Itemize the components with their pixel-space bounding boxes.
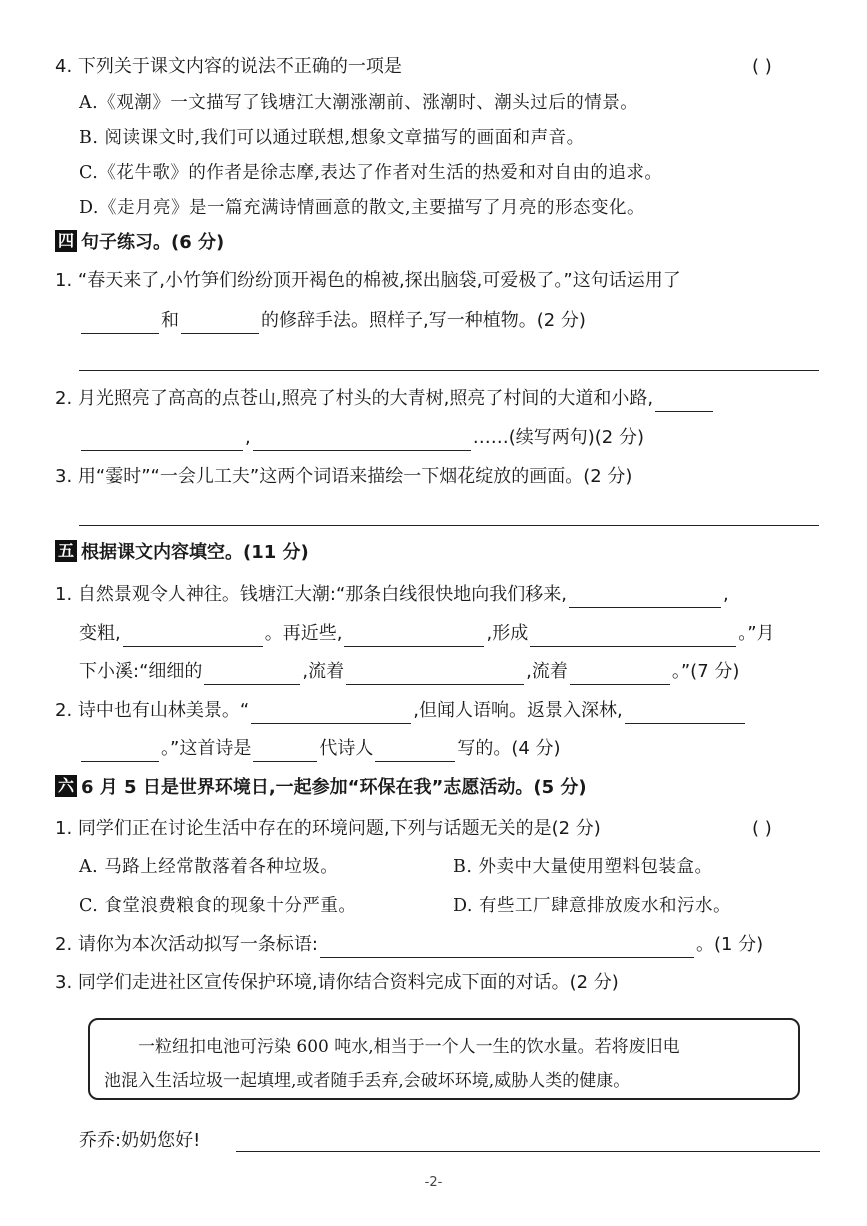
s6-q2-tail: 。(1 分) [695, 934, 764, 955]
s5-q1-blank-5[interactable] [204, 662, 300, 685]
s5-q2-text-b3: 写的。(4 分) [457, 738, 561, 759]
s4-q1-tail: 的修辞手法。照样子,写一种植物。(2 分) [261, 310, 586, 331]
s4-q2-blank-3[interactable] [253, 428, 471, 451]
s5-q2-line2 [79, 736, 561, 762]
s6-q1: 1. 同学们正在讨论生活中存在的环境问题,下列与话题无关的是(2 分) [55, 818, 601, 839]
section-4-title: 句子练习。(6 分) [81, 232, 225, 253]
s4-q2-blank-2[interactable] [81, 428, 243, 451]
s4-q1-and: 和 [161, 310, 179, 331]
material-text-line2: 池混入生活垃圾一起填埋,或者随手丢弃,会破坏环境,威胁人类的健康。 [104, 1071, 631, 1091]
section-6-heading [55, 775, 587, 801]
s5-q2-blank-1[interactable] [251, 701, 411, 724]
s5-q1-line2 [79, 621, 775, 647]
section-5-title: 根据课文内容填空。(11 分) [81, 542, 309, 563]
s4-q2-line2 [79, 425, 644, 451]
s5-q1-text-b3: ,形成 [486, 623, 529, 644]
s5-q2-text-a1: 2. 诗中也有山林美景。“ [55, 700, 250, 721]
q4-option-b: B. 阅读课文时,我们可以通过联想,想象文章描写的画面和声音。 [79, 128, 585, 148]
s5-q1-blank-1[interactable] [569, 585, 721, 608]
s5-q2-line1 [55, 698, 747, 724]
material-box [88, 1018, 800, 1100]
s4-q1-line2 [79, 308, 586, 334]
s5-q2-text-a2: ,但闻人语响。返景入深林, [413, 700, 623, 721]
s5-q1-text-c2: ,流着 [302, 661, 345, 682]
s5-q1-blank-4[interactable] [530, 624, 736, 647]
s4-q3-answer-line[interactable] [79, 525, 819, 526]
s6-q3: 3. 同学们走进社区宣传保护环境,请你结合资料完成下面的对话。(2 分) [55, 972, 619, 993]
s4-q2-blank-1[interactable] [655, 389, 713, 412]
s5-q1-text-c4: 。”(7 分) [671, 661, 740, 682]
dialog-answer-line[interactable] [236, 1151, 820, 1152]
section-6-title: 6 月 5 日是世界环境日,一起参加“环保在我”志愿活动。(5 分) [81, 777, 587, 798]
s5-q1-line1 [55, 582, 729, 608]
answer-paren-s6-q1[interactable]: ( ) [752, 818, 772, 839]
section-5-heading [55, 540, 309, 566]
s5-q1-blank-7[interactable] [570, 662, 670, 685]
section-4-number: 四 [55, 230, 77, 252]
s4-q1-blank-1[interactable] [81, 311, 159, 334]
s5-q2-text-b1: 。”这首诗是 [161, 738, 252, 759]
s4-q2-line1 [55, 386, 715, 412]
s4-q2-comma: , [245, 427, 251, 448]
s5-q1-text-b4: 。”月 [738, 623, 775, 644]
answer-paren-q4[interactable]: ( ) [752, 56, 772, 77]
material-text-line1: 一粒纽扣电池可污染 600 吨水,相当于一个人一生的饮水量。若将废旧电 [138, 1037, 680, 1057]
page-number: -2- [424, 1175, 443, 1190]
s4-q1-blank-2[interactable] [181, 311, 259, 334]
s5-q1-blank-2[interactable] [123, 624, 263, 647]
section-4-heading [55, 230, 224, 256]
s5-q1-blank-6[interactable] [346, 662, 524, 685]
s6-q1-option-b: B. 外卖中大量使用塑料包装盒。 [453, 857, 713, 877]
s5-q2-blank-5[interactable] [375, 739, 455, 762]
s5-q1-text-b1: 变粗, [79, 623, 121, 644]
s5-q2-blank-3[interactable] [81, 739, 159, 762]
q4-option-a: A.《观潮》一文描写了钱塘江大潮涨潮前、涨潮时、潮头过后的情景。 [79, 93, 639, 113]
s6-q1-option-c: C. 食堂浪费粮食的现象十分严重。 [79, 896, 357, 916]
s6-q1-option-d: D. 有些工厂肆意排放废水和污水。 [453, 896, 732, 916]
s5-q1-text-c3: ,流着 [526, 661, 568, 682]
s4-q1-answer-line[interactable] [79, 370, 819, 371]
s6-q1-option-a: A. 马路上经常散落着各种垃圾。 [79, 857, 339, 877]
s5-q2-blank-2[interactable] [625, 701, 745, 724]
s5-q1-blank-3[interactable] [344, 624, 484, 647]
question-4-stem: 4. 下列关于课文内容的说法不正确的一项是 [55, 56, 402, 77]
s5-q1-text-b2: 。再近些, [264, 623, 343, 644]
s5-q1-text-c1: 下小溪:“细细的 [79, 661, 203, 682]
s4-q3: 3. 用“霎时”“一会儿工夫”这两个词语来描绘一下烟花绽放的画面。(2 分) [55, 466, 633, 487]
s5-q2-text-b2: 代诗人 [319, 738, 374, 759]
section-5-number: 五 [55, 540, 77, 562]
s5-q1-text-a: 1. 自然景观令人神往。钱塘江大潮:“那条白线很快地向我们移来, [55, 584, 568, 605]
dialog-speaker-line: 乔乔:奶奶您好! [79, 1130, 201, 1151]
s5-q1-text-a-end: , [723, 584, 729, 605]
s4-q1-line1: 1. “春天来了,小竹笋们纷纷顶开褐色的棉被,探出脑袋,可爱极了。”这句话运用了 [55, 270, 681, 291]
s4-q2-tail: ……(续写两句)(2 分) [472, 427, 644, 448]
s6-q2 [55, 932, 763, 958]
q4-option-c: C.《花牛歌》的作者是徐志摩,表达了作者对生活的热爱和对自由的追求。 [79, 163, 663, 183]
q4-option-d: D.《走月亮》是一篇充满诗情画意的散文,主要描写了月亮的形态变化。 [79, 198, 646, 218]
section-6-number: 六 [55, 775, 77, 797]
s6-q2-blank[interactable] [320, 935, 694, 958]
s6-q2-text: 2. 请你为本次活动拟写一条标语: [55, 934, 318, 955]
s5-q1-line3 [79, 659, 739, 685]
s5-q2-blank-4[interactable] [253, 739, 317, 762]
s4-q2-text: 2. 月光照亮了高高的点苍山,照亮了村头的大青树,照亮了村间的大道和小路, [55, 388, 654, 409]
